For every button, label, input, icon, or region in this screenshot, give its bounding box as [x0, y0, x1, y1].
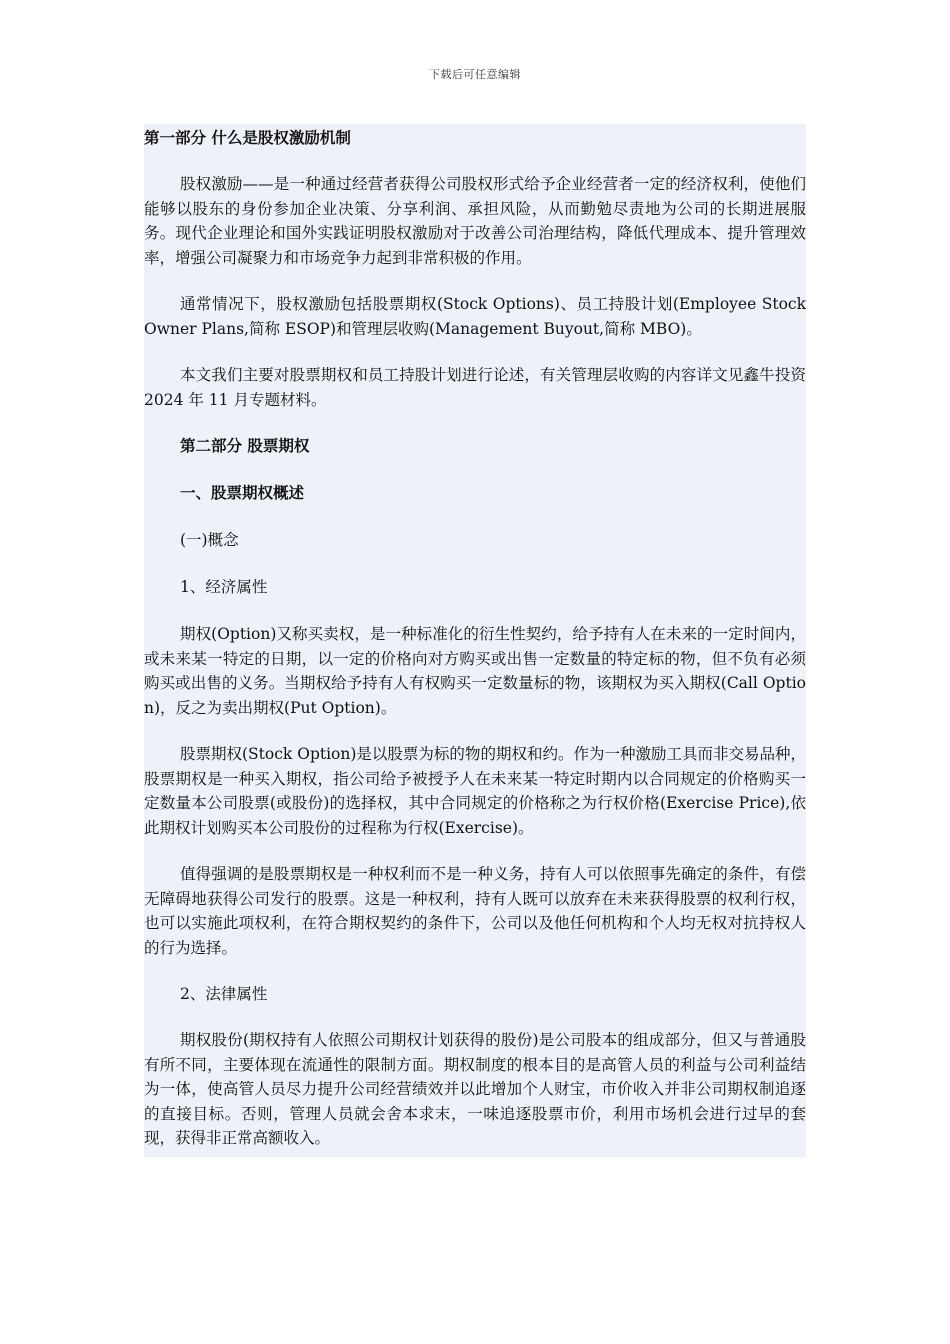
- part2-heading: 第二部分 股票期权: [180, 436, 310, 455]
- document-body: [144, 124, 806, 1157]
- subheading-legal-attribute: 2、法律属性: [180, 985, 268, 1003]
- paragraph-option-shares: 期权股份(期权持有人依照公司期权计划获得的股份)是公司股本的组成部分，但又与普通股有所不同，主要体现在流通性的限制方面。期权制度的根本目的是高管人员的利益与公司利益结为一体，使高管人员尽力提升公司经营绩效并以此增加个人财宝，市价收入并非公司期权制追逐的直接目标。否则，管理人员就会舍本求末，一味追逐股票市价，利用市场机会进行过早的套现，获得非正常高额收入。: [144, 1031, 806, 1147]
- paragraph-stock-option-definition: 股票期权(Stock Option)是以股票为标的物的期权和约。作为一种激励工具而非交易品种，股票期权是一种买入期权，指公司给予被授予人在未来某一特定时期内以合同规定的价格购买一定数量本公司股票(或股份)的选择权，其中合同规定的价格称之为行权价格(Exercise Price),依此期权计划购买本公司股份的过程称为行权(Exercise)。: [144, 745, 806, 837]
- page-header: 下载后可任意编辑: [429, 68, 521, 81]
- subheading-economic-attribute: 1、经济属性: [180, 578, 268, 596]
- subsection-heading-overview: 一、股票期权概述: [180, 483, 305, 502]
- paragraph-incentive-types: 通常情况下，股权激励包括股票期权(Stock Options)、员工持股计划(Employee Stock Owner Plans,简称 ESOP)和管理层收购(Management Buyout,简称 MBO)。: [144, 295, 806, 338]
- paragraph-right-not-obligation: 值得强调的是股票期权是一种权利而不是一种义务，持有人可以依照事先确定的条件，有偿无障碍地获得公司发行的股票。这是一种权利，持有人既可以放弃在未来获得股票的权利行权，也可以实施此项权利，在符合期权契约的条件下，公司以及他任何机构和个人均无权对抗持权人的行为选择。: [144, 865, 806, 957]
- paragraph-option-definition: 期权(Option)又称买卖权，是一种标准化的衍生性契约，给予持有人在未来的一定时间内，或未来某一特定的日期，以一定的价格向对方购买或出售一定数量的特定标的物，但不负有必须购买或出售的义务。当期权给予持有人有权购买一定数量标的物，该期权为买入期权(Call Option)，反之为卖出期权(Put Option)。: [144, 625, 806, 717]
- paragraph-scope: 本文我们主要对股票期权和员工持股计划进行论述，有关管理层收购的内容详文见鑫牛投资 2024 年 11 月专题材料。: [144, 366, 806, 409]
- part1-heading: 第一部分 什么是股权激励机制: [144, 128, 351, 147]
- subheading-concept: (一)概念: [180, 531, 239, 549]
- paragraph-equity-incentive-definition: 股权激励——是一种通过经营者获得公司股权形式给予企业经营者一定的经济权利，使他们能够以股东的身份参加企业决策、分享利润、承担风险，从而勤勉尽责地为公司的长期进展服务。现代企业理论和国外实践证明股权激励对于改善公司治理结构，降低代理成本、提升管理效率，增强公司凝聚力和市场竞争力起到非常积极的作用。: [144, 175, 806, 267]
